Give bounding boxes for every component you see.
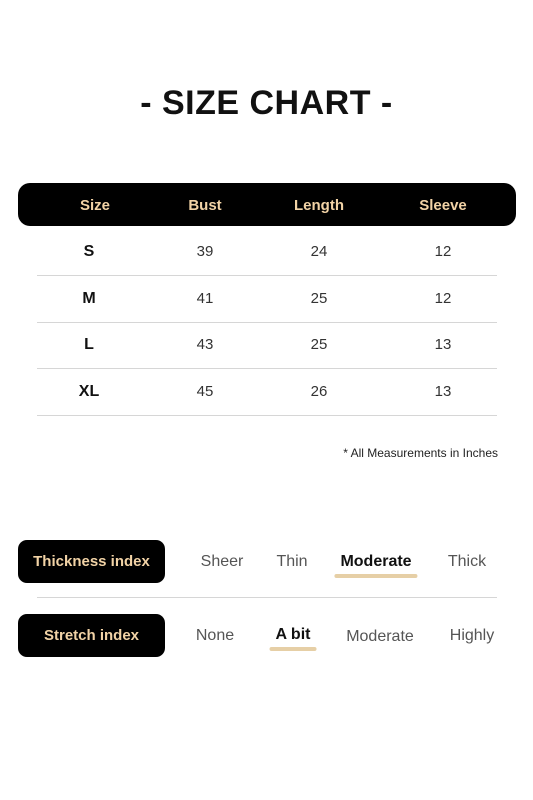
cell-size: L xyxy=(84,336,94,353)
cell-sleeve: 13 xyxy=(434,383,452,400)
cell-size: M xyxy=(82,290,96,307)
stretch-option-highly: Highly xyxy=(449,627,495,644)
table-row xyxy=(37,229,497,276)
table-row xyxy=(37,369,497,416)
page-title: - SIZE CHART - xyxy=(140,84,393,122)
size-table-header xyxy=(18,183,516,226)
thickness-option-sheer: Sheer xyxy=(200,553,244,570)
header-bust: Bust xyxy=(188,197,222,214)
cell-length: 25 xyxy=(310,336,328,353)
cell-sleeve: 13 xyxy=(434,336,452,353)
section-divider xyxy=(37,597,497,598)
stretch-index-label: Stretch index xyxy=(18,614,165,657)
header-size: Size xyxy=(79,197,111,214)
cell-bust: 45 xyxy=(196,383,214,400)
stretch-option-none: None xyxy=(195,627,235,644)
stretch-option-a-bit: A bit xyxy=(275,626,311,643)
cell-size: XL xyxy=(78,383,100,400)
cell-bust: 39 xyxy=(196,243,214,260)
cell-length: 24 xyxy=(310,243,328,260)
header-sleeve: Sleeve xyxy=(419,197,467,214)
cell-bust: 41 xyxy=(196,290,214,307)
table-row xyxy=(37,276,497,323)
thickness-option-thin: Thin xyxy=(276,553,308,570)
cell-length: 25 xyxy=(310,290,328,307)
cell-length: 26 xyxy=(310,383,328,400)
thickness-option-moderate: Moderate xyxy=(340,553,412,570)
table-row xyxy=(37,322,497,369)
cell-sleeve: 12 xyxy=(434,243,452,260)
cell-bust: 43 xyxy=(196,336,214,353)
thickness-option-thick: Thick xyxy=(447,553,487,570)
measurement-note: * All Measurements in Inches xyxy=(343,446,498,460)
stretch-option-moderate: Moderate xyxy=(346,628,414,645)
cell-sleeve: 12 xyxy=(434,290,452,307)
cell-size: S xyxy=(83,243,95,260)
header-length: Length xyxy=(294,197,344,214)
thickness-index-label: Thickness index xyxy=(18,540,165,583)
